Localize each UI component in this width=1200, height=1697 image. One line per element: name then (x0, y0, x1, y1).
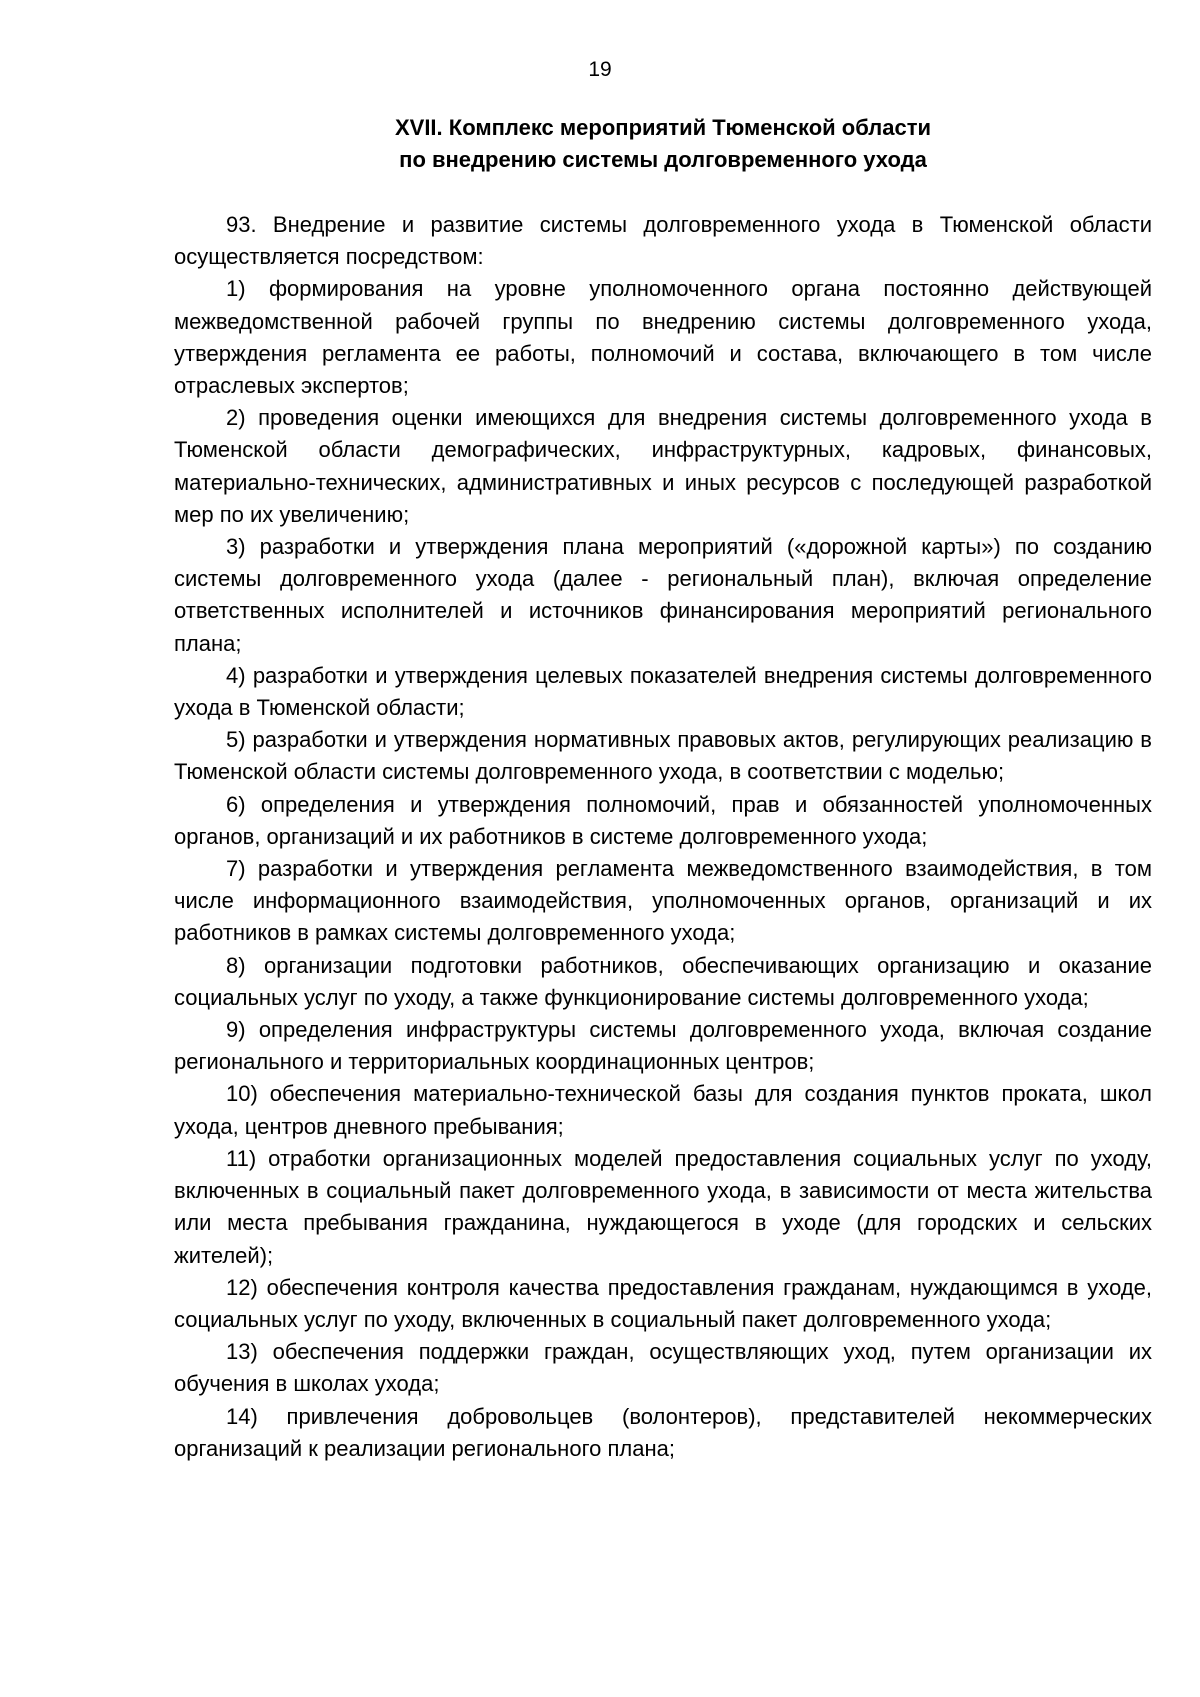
section-title (174, 112, 1152, 176)
list-item-10: 10) обеспечения материально-технической базы для создания пунктов проката, школ ухода, центров дневного пребывания; (174, 1081, 1152, 1139)
list-item-6: 6) определения и утверждения полномочий, прав и обязанностей уполномоченных органов, организаций и их работников в системе долговременного ухода; (174, 791, 1152, 849)
list-item-11: 11) отработки организационных моделей предоставления социальных услуг по уходу, включенных в социальный пакет долговременного ухода, в зависимости от места жительства или места пребывания гражданина, нуждающегося в уходе (для городских и сельских жителей); (174, 1145, 1152, 1268)
body-text (174, 209, 1152, 1465)
section-title-line-2: по внедрению системы долговременного ухода (399, 147, 927, 172)
list-item-5: 5) разработки и утверждения нормативных правовых актов, регулирующих реализацию в Тюменской области системы долговременного ухода, в соответствии с моделью; (174, 727, 1152, 785)
list-item-3: 3) разработки и утверждения плана мероприятий («дорожной карты») по созданию системы долговременного ухода (далее - региональный план), включая определение ответственных исполнителей и источников финансирования мероприятий регионального плана; (174, 534, 1152, 656)
list-item-2: 2) проведения оценки имеющихся для внедрения системы долговременного ухода в Тюменской области демографических, инфраструктурных, кадровых, финансовых, материально-технических, административных и иных ресурсов с последующей разработкой мер по их увеличению; (174, 405, 1152, 527)
list-item-14: 14) привлечения добровольцев (волонтеров), представителей некоммерческих организаций к реализации регионального плана; (174, 1403, 1152, 1461)
list-item-7: 7) разработки и утверждения регламента межведомственного взаимодействия, в том числе информационного взаимодействия, уполномоченных органов, организаций и их работников в рамках системы долговременного ухода; (174, 856, 1152, 946)
list-item-8: 8) организации подготовки работников, обеспечивающих организацию и оказание социальных услуг по уходу, а также функционирование системы долговременного ухода; (174, 952, 1152, 1010)
page-number: 19 (588, 58, 612, 81)
paragraph-93: 93. Внедрение и развитие системы долговременного ухода в Тюменской области осуществляется посредством: (174, 212, 1152, 270)
section-title-line-1: XVII. Комплекс мероприятий Тюменской области (394, 115, 932, 140)
list-item-1: 1) формирования на уровне уполномоченного органа постоянно действующей межведомственной рабочей группы по внедрению системы долговременного ухода, утверждения регламента ее работы, полномочий и состава, включающего в том числе отраслевых экспертов; (174, 276, 1152, 399)
list-item-4: 4) разработки и утверждения целевых показателей внедрения системы долговременного ухода в Тюменской области; (174, 662, 1152, 721)
list-item-13: 13) обеспечения поддержки граждан, осуществляющих уход, путем организации их обучения в школах ухода; (174, 1339, 1152, 1397)
list-item-12: 12) обеспечения контроля качества предоставления гражданам, нуждающимся в уходе, социальных услуг по уходу, включенных в социальный пакет долговременного ухода; (174, 1274, 1152, 1332)
list-item-9: 9) определения инфраструктуры системы долговременного ухода, включая создание регионального и территориальных координационных центров; (174, 1017, 1152, 1075)
